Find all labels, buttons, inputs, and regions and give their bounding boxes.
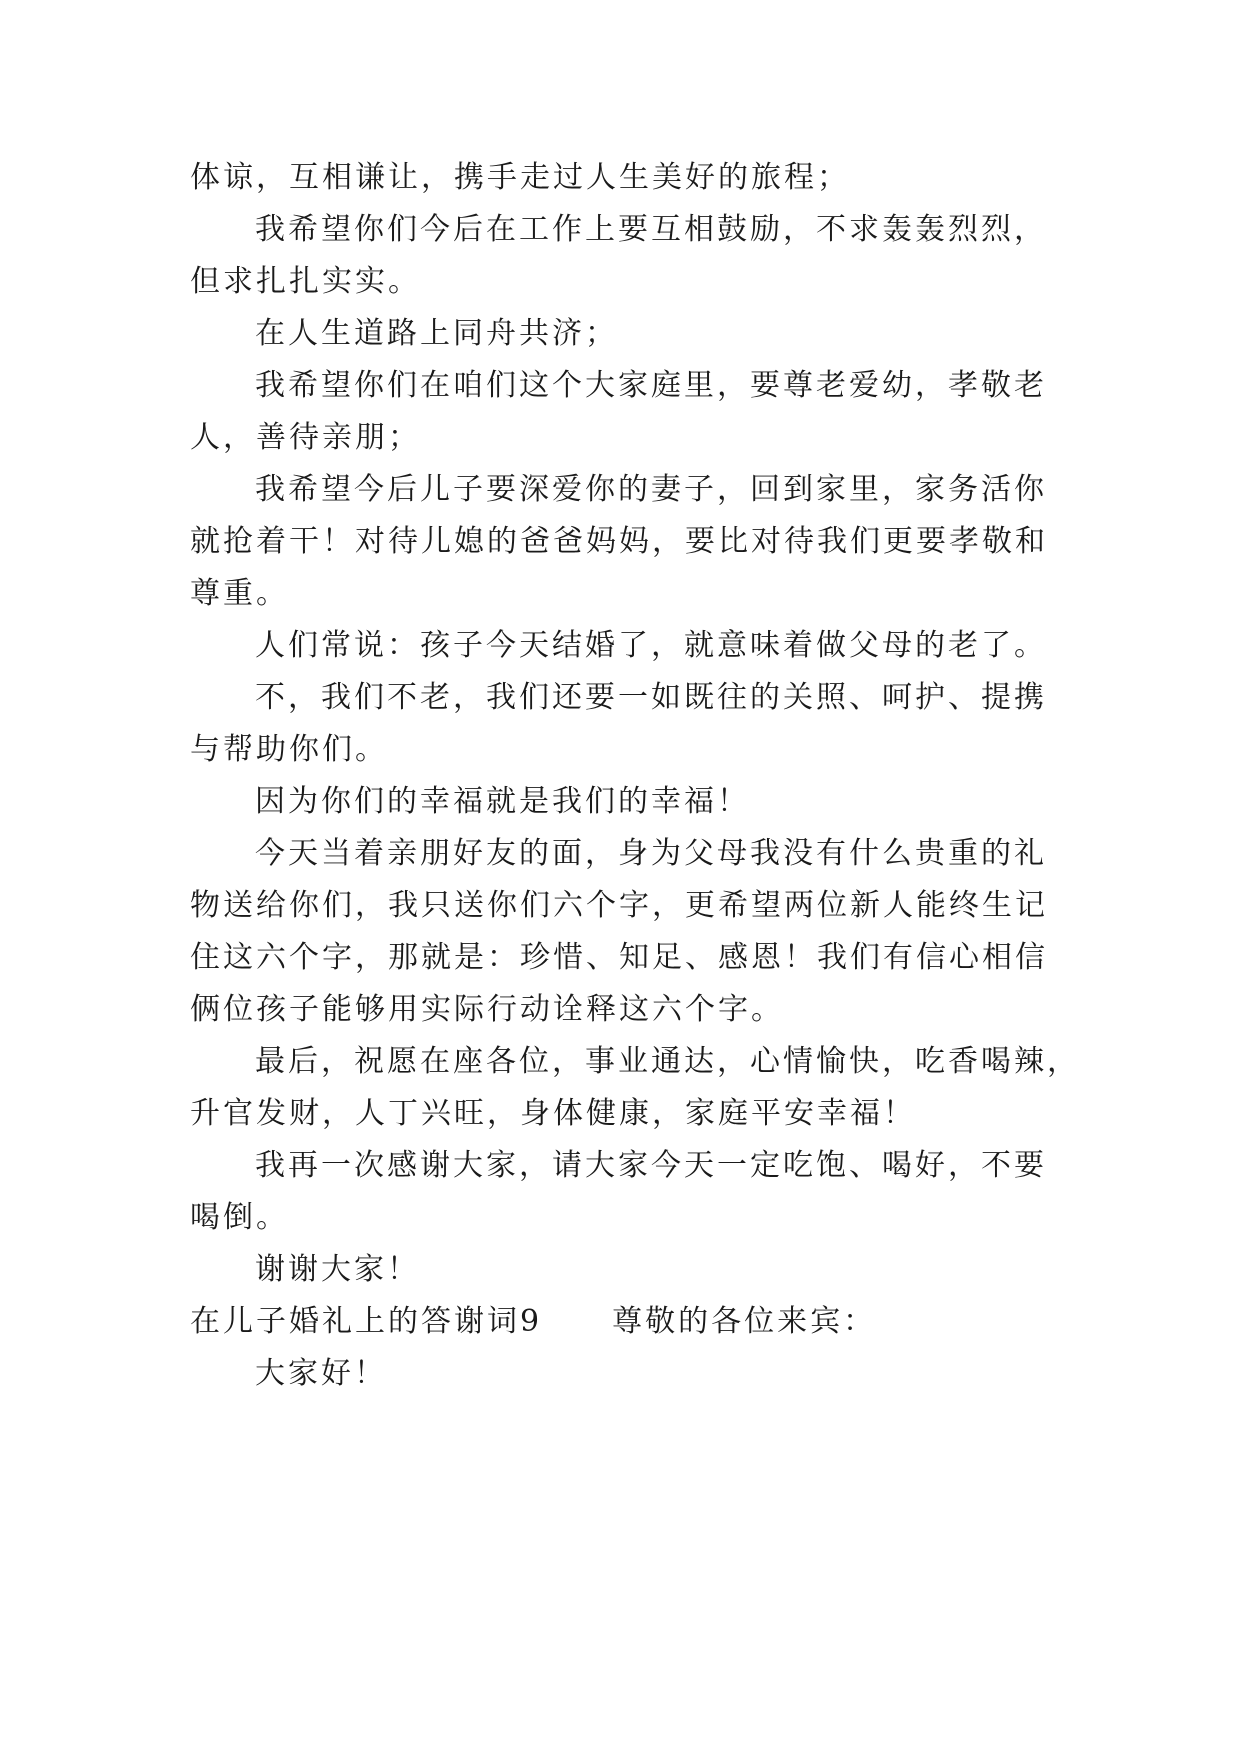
text-line: 人们常说：孩子今天结婚了，就意味着做父母的老了。 <box>255 628 1047 663</box>
text-line: 体谅，互相谦让，携手走过人生美好的旅程； <box>190 160 850 195</box>
greeting-line: 大家好！ <box>255 1356 387 1391</box>
text-line: 我再一次感谢大家，请大家今天一定吃饱、喝好，不要 <box>255 1148 1047 1183</box>
section-title: 在儿子婚礼上的答谢词9 <box>190 1304 543 1339</box>
section-heading-line <box>190 1302 876 1342</box>
text-line: 与帮助你们。 <box>190 732 388 767</box>
text-line: 我希望你们在咱们这个大家庭里，要尊老爱幼，孝敬老 <box>255 368 1047 403</box>
text-line: 谢谢大家！ <box>255 1252 420 1287</box>
text-line: 但求扎扎实实。 <box>190 264 421 299</box>
text-line: 物送给你们，我只送你们六个字，更希望两位新人能终生记 <box>190 888 1048 923</box>
text-line: 我希望今后儿子要深爱你的妻子，回到家里，家务活你 <box>255 472 1047 507</box>
text-line: 我希望你们今后在工作上要互相鼓励，不求轰轰烈烈， <box>255 212 1047 247</box>
text-line: 最后，祝愿在座各位，事业通达，心情愉快，吃香喝辣， <box>255 1044 1080 1079</box>
text-line: 升官发财，人丁兴旺，身体健康，家庭平安幸福！ <box>190 1096 916 1131</box>
text-line: 在人生道路上同舟共济； <box>255 316 618 351</box>
text-line: 因为你们的幸福就是我们的幸福！ <box>255 784 750 819</box>
salutation: 尊敬的各位来宾： <box>612 1304 877 1339</box>
text-line: 不，我们不老，我们还要一如既往的关照、呵护、提携 <box>255 680 1047 715</box>
text-line: 今天当着亲朋好友的面，身为父母我没有什么贵重的礼 <box>255 836 1047 871</box>
text-line: 就抢着干！对待儿媳的爸爸妈妈，要比对待我们更要孝敬和 <box>190 524 1048 559</box>
text-line: 喝倒。 <box>190 1200 289 1235</box>
text-line: 俩位孩子能够用实际行动诠释这六个字。 <box>190 992 784 1027</box>
text-line: 尊重。 <box>190 576 289 611</box>
text-line: 人，善待亲朋； <box>190 420 421 455</box>
text-line: 住这六个字，那就是：珍惜、知足、感恩！我们有信心相信 <box>190 940 1048 975</box>
